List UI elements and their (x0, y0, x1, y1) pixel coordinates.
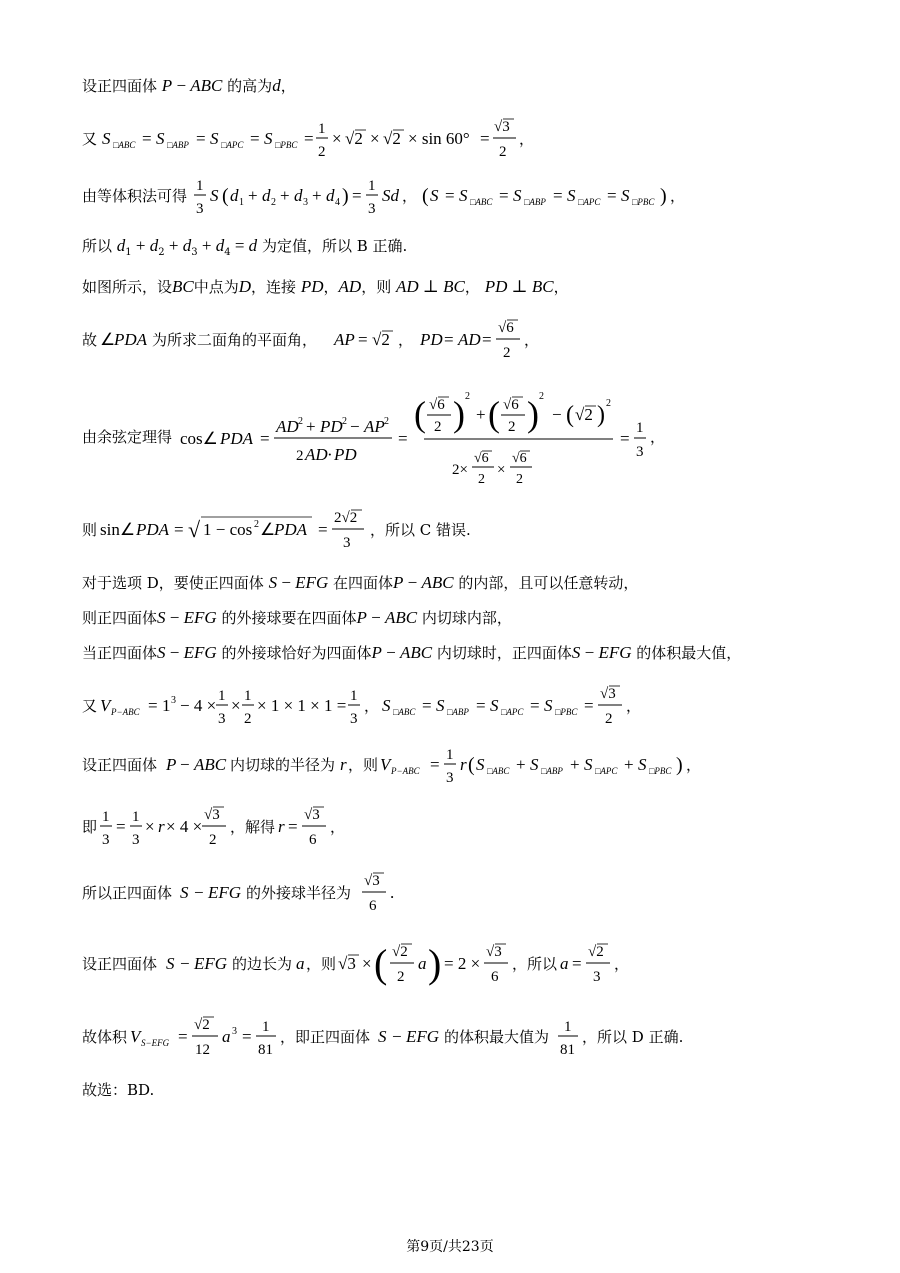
svg-text:3: 3 (446, 770, 454, 786)
svg-text:，: ， (626, 697, 642, 715)
svg-text:2: 2 (397, 969, 405, 985)
svg-text:，: ， (670, 187, 686, 205)
svg-text:2: 2 (508, 419, 516, 435)
svg-text:): ) (453, 394, 465, 434)
svg-text:S: S (490, 696, 499, 715)
svg-text:2: 2 (271, 197, 276, 208)
svg-text:3: 3 (232, 1026, 237, 1037)
svg-text:r: r (278, 817, 285, 836)
svg-text:□ABC: □ABC (393, 707, 416, 717)
svg-text:AP: AP (334, 330, 355, 349)
svg-text:6: 6 (491, 969, 499, 985)
svg-text:□ABP: □ABP (447, 707, 469, 717)
svg-text:√2: √2 (588, 944, 604, 960)
svg-text:+: + (516, 755, 526, 774)
svg-text:cos∠: cos∠ (180, 429, 218, 448)
svg-text:r: r (340, 755, 347, 774)
svg-text:=: = (620, 429, 630, 448)
svg-text:□ABC: □ABC (113, 140, 136, 150)
svg-text:S: S (210, 129, 219, 148)
svg-text:×: × (332, 129, 342, 148)
svg-text:3: 3 (593, 969, 601, 985)
svg-text:12: 12 (195, 1042, 210, 1058)
svg-text:=: = (318, 520, 328, 539)
svg-text:2: 2 (503, 345, 511, 361)
svg-text:S: S (621, 186, 630, 205)
svg-text:=: = (480, 129, 490, 148)
svg-text:，: ， (402, 187, 418, 205)
svg-text:×: × (362, 954, 372, 973)
svg-text:PD: PD (334, 445, 357, 464)
svg-text:□ABC: □ABC (470, 197, 493, 207)
svg-text:PDA: PDA (136, 520, 170, 539)
svg-text:d: d (230, 186, 239, 205)
svg-text:2: 2 (318, 144, 326, 160)
svg-text:，: ， (650, 428, 666, 446)
svg-text:□ABP: □ABP (541, 766, 563, 776)
svg-text:由余弦定理得: 由余弦定理得 (82, 428, 173, 446)
svg-text:): ) (597, 402, 605, 428)
svg-text:内切球的半径为: 内切球的半径为 (230, 756, 336, 774)
svg-text:□ABP: □ABP (167, 140, 189, 150)
svg-text:a: a (296, 954, 305, 973)
svg-text:□ABP: □ABP (524, 197, 546, 207)
svg-text:S: S (180, 883, 189, 902)
svg-text:S−EFG: S−EFG (141, 1038, 170, 1048)
svg-text:S: S (436, 696, 445, 715)
formula-sine (82, 505, 562, 555)
svg-text:√6: √6 (474, 451, 489, 466)
svg-text:S: S (102, 129, 111, 148)
page-footer: 第9页/共23页 (406, 1239, 494, 1255)
svg-text:4: 4 (335, 197, 340, 208)
svg-text:=: = (553, 186, 563, 205)
svg-text:□PBC: □PBC (649, 766, 672, 776)
svg-text:即: 即 (82, 818, 98, 836)
svg-text:=: = (304, 129, 314, 148)
svg-text:1: 1 (102, 809, 110, 825)
svg-text:设正四面体: 设正四面体 (82, 955, 158, 973)
svg-text:，则: ，则 (348, 756, 379, 774)
svg-text:∠: ∠ (100, 330, 116, 349)
svg-text:1: 1 (636, 420, 644, 436)
svg-text:√: √ (188, 517, 201, 542)
svg-text:为所求二面角的平面角，: 为所求二面角的平面角， (152, 331, 318, 349)
svg-text:): ) (676, 754, 683, 776)
svg-text:6: 6 (369, 898, 377, 914)
svg-text:2: 2 (384, 416, 389, 427)
svg-text:AD: AD (276, 417, 299, 436)
svg-text:1 − cos: 1 − cos (203, 520, 253, 539)
svg-text:√3: √3 (338, 954, 356, 973)
svg-text:(: ( (414, 394, 426, 434)
svg-text:× sin 60°: × sin 60° (408, 129, 470, 148)
svg-text:d: d (294, 186, 303, 205)
svg-text:S: S (513, 186, 522, 205)
svg-text:2: 2 (478, 472, 485, 487)
svg-text:S: S (544, 696, 553, 715)
svg-text:V: V (380, 755, 391, 774)
svg-text:√3: √3 (486, 944, 502, 960)
formula-solve-r (82, 802, 402, 852)
svg-text:□APC: □APC (578, 197, 601, 207)
svg-text:3: 3 (196, 201, 204, 217)
svg-text:=: = (178, 1027, 188, 1046)
svg-text:2: 2 (209, 832, 217, 848)
svg-text:□ABC: □ABC (487, 766, 510, 776)
svg-text:2√2: 2√2 (334, 510, 358, 526)
svg-text:设正四面体: 设正四面体 (82, 756, 158, 774)
svg-text:=: = (584, 696, 594, 715)
svg-text:=: = (116, 817, 126, 836)
formula-vpabc (82, 681, 642, 731)
svg-text:×: × (497, 462, 506, 478)
svg-text:1: 1 (564, 1019, 572, 1035)
svg-text:r: r (460, 755, 467, 774)
solution-line-height: 设正四面体 P − ABC 的高为d， (82, 76, 296, 95)
svg-text:AP: AP (364, 417, 385, 436)
svg-text:所以正四面体: 所以正四面体 (82, 884, 173, 902)
svg-text:1: 1 (244, 688, 252, 704)
formula-area (82, 114, 602, 164)
svg-text:，: ， (524, 331, 540, 349)
svg-text:，即正四面体: ，即正四面体 (280, 1028, 371, 1046)
svg-text:×: × (231, 696, 241, 715)
svg-text:2×: 2× (452, 462, 468, 478)
svg-text:=: = (530, 696, 540, 715)
svg-text:V: V (130, 1027, 141, 1046)
svg-text:√6: √6 (429, 397, 445, 413)
svg-text:S: S (378, 1027, 387, 1046)
svg-text:·: · (327, 445, 333, 464)
svg-text:+: + (570, 755, 580, 774)
svg-text:ABC: ABC (194, 755, 227, 774)
svg-text:=: = (174, 520, 184, 539)
svg-text:PDA: PDA (114, 330, 148, 349)
svg-text:2: 2 (254, 519, 259, 530)
svg-text:√3: √3 (204, 807, 220, 823)
svg-text:√3: √3 (494, 119, 510, 135)
svg-text:r: r (158, 817, 165, 836)
svg-text:，则: ，则 (306, 955, 337, 973)
formula-dihedral (82, 315, 602, 365)
svg-text:−: − (350, 417, 360, 436)
formula-circumradius (82, 868, 422, 918)
svg-text:□APC: □APC (595, 766, 618, 776)
svg-text:2: 2 (539, 391, 544, 402)
svg-text:3: 3 (343, 535, 351, 551)
svg-text:，所以: ，所以 (512, 955, 558, 973)
svg-text:□PBC: □PBC (275, 140, 298, 150)
svg-text:EFG: EFG (194, 954, 228, 973)
svg-text:由等体积法可得: 由等体积法可得 (82, 187, 188, 205)
svg-text:+: + (306, 417, 316, 436)
svg-text:2: 2 (244, 711, 252, 727)
svg-text:2: 2 (606, 398, 611, 409)
svg-text:S: S (166, 954, 175, 973)
svg-text:3: 3 (218, 711, 226, 727)
svg-text:3: 3 (636, 444, 644, 460)
formula-volume (82, 171, 722, 221)
svg-text:，: ， (614, 955, 630, 973)
svg-text:=: = (476, 696, 486, 715)
formula-final-volume (82, 1012, 702, 1062)
svg-text:1: 1 (239, 197, 244, 208)
svg-text:+: + (280, 186, 290, 205)
svg-text:2: 2 (298, 416, 303, 427)
solution-line-midpoint: 如图所示，设BC中点为D，连接 PD，AD，则 AD ⊥ BC， PD ⊥ BC， (82, 277, 569, 296)
formula-edge (82, 933, 662, 993)
svg-text:√3: √3 (304, 807, 320, 823)
svg-text:6: 6 (309, 832, 317, 848)
svg-text:(: ( (468, 754, 475, 776)
svg-text:3: 3 (368, 201, 376, 217)
svg-text:PDA: PDA (220, 429, 254, 448)
svg-text:∠: ∠ (260, 520, 276, 539)
svg-text:1: 1 (162, 696, 171, 715)
svg-text:P−ABC: P−ABC (111, 707, 140, 717)
svg-text:3: 3 (350, 711, 358, 727)
svg-text:PD: PD (320, 417, 343, 436)
svg-text:(: ( (374, 941, 388, 986)
svg-text:): ) (428, 941, 442, 986)
svg-text:S: S (638, 755, 647, 774)
svg-text:EFG: EFG (406, 1027, 440, 1046)
svg-text:=: = (352, 186, 362, 205)
svg-text:AD: AD (305, 445, 328, 464)
svg-text:a: a (560, 954, 569, 973)
svg-text:2: 2 (342, 416, 347, 427)
svg-text:，: ， (519, 130, 535, 148)
svg-text:=: = (196, 129, 206, 148)
svg-text:=: = (148, 696, 158, 715)
svg-text:+: + (312, 186, 322, 205)
svg-text:=: = (607, 186, 617, 205)
line-text: 故选：BD. (82, 1081, 155, 1099)
svg-text:81: 81 (258, 1042, 273, 1058)
svg-text:故体积: 故体积 (82, 1028, 128, 1046)
svg-text:√2: √2 (575, 405, 593, 424)
svg-text:，: ， (686, 756, 702, 774)
svg-text:S: S (584, 755, 593, 774)
svg-text:AD: AD (458, 330, 481, 349)
svg-text:): ) (660, 185, 667, 207)
svg-text:的边长为: 的边长为 (232, 955, 293, 973)
svg-text:，: ， (330, 818, 346, 836)
svg-text:+: + (624, 755, 634, 774)
svg-text:(: ( (422, 185, 429, 207)
svg-text:1: 1 (262, 1019, 270, 1035)
svg-text:× 4 ×: × 4 × (166, 817, 203, 836)
svg-text:d: d (326, 186, 335, 205)
svg-text:故: 故 (82, 331, 98, 349)
svg-text:□APC: □APC (221, 140, 244, 150)
svg-text:S: S (156, 129, 165, 148)
svg-text:3: 3 (171, 695, 176, 706)
solution-line-circumsphere: 则正四面体S − EFG 的外接球要在四面体P − ABC 内切球内部， (82, 608, 512, 627)
svg-text:−: − (180, 954, 190, 973)
svg-text:+: + (476, 405, 486, 424)
svg-text:−: − (552, 405, 562, 424)
svg-text:的外接球半径为: 的外接球半径为 (246, 884, 352, 902)
svg-text:√2: √2 (383, 129, 401, 148)
svg-text:=: = (288, 817, 298, 836)
svg-text:√6: √6 (498, 320, 514, 336)
svg-text:√3: √3 (600, 686, 616, 702)
svg-text:S: S (567, 186, 576, 205)
svg-text:× 1 × 1 × 1 =: × 1 × 1 × 1 = (257, 696, 347, 715)
formula-cosine (82, 382, 702, 492)
svg-text:P: P (166, 755, 177, 774)
svg-text:V: V (100, 696, 111, 715)
svg-text:√6: √6 (503, 397, 519, 413)
svg-text:2: 2 (296, 448, 304, 464)
svg-text:=: = (572, 954, 582, 973)
svg-text:=: = (499, 186, 509, 205)
svg-text:1: 1 (446, 747, 454, 763)
svg-text:√2: √2 (372, 330, 390, 349)
svg-text:，解得: ，解得 (230, 818, 276, 836)
svg-text:=: = (260, 429, 270, 448)
svg-text:PDA: PDA (274, 520, 308, 539)
svg-text:(: ( (566, 402, 574, 428)
svg-text:−: − (180, 755, 190, 774)
svg-text:d: d (262, 186, 271, 205)
svg-text:1: 1 (196, 178, 204, 194)
svg-text:(: ( (222, 185, 229, 207)
svg-text:+: + (248, 186, 258, 205)
svg-text:S: S (264, 129, 273, 148)
svg-text:□PBC: □PBC (632, 197, 655, 207)
formula-radius (82, 740, 722, 790)
svg-text:√3: √3 (364, 873, 380, 889)
svg-text:√2: √2 (392, 944, 408, 960)
svg-text:Sd: Sd (382, 186, 399, 205)
svg-text:=: = (482, 330, 492, 349)
svg-text:S: S (382, 696, 391, 715)
svg-text:，: ， (364, 697, 380, 715)
svg-text:则: 则 (82, 521, 98, 539)
svg-text:=: = (142, 129, 152, 148)
solution-line-constant: 所以 $d_1 + d_2 + d_3 + d_4 = d$ 为定值，所以 B 正确. (82, 236, 408, 258)
svg-text:−: − (194, 883, 204, 902)
svg-text:S: S (476, 755, 485, 774)
svg-text:√2: √2 (194, 1017, 210, 1033)
svg-text:P−ABC: P−ABC (391, 766, 420, 776)
svg-text:，所以 D 正确.: ，所以 D 正确. (582, 1028, 684, 1046)
svg-text:1: 1 (218, 688, 226, 704)
svg-text:=: = (445, 186, 455, 205)
solution-line-answer (82, 1080, 154, 1100)
svg-text:又: 又 (82, 130, 98, 148)
svg-text:PD: PD (420, 330, 443, 349)
svg-text:3: 3 (102, 832, 110, 848)
svg-text:×: × (145, 817, 155, 836)
svg-text:=: = (398, 429, 408, 448)
svg-text:√2: √2 (345, 129, 363, 148)
svg-text:(: ( (488, 394, 500, 434)
svg-text:sin∠: sin∠ (100, 520, 136, 539)
svg-text:1: 1 (368, 178, 376, 194)
svg-text:2: 2 (499, 144, 507, 160)
svg-text:=: = (422, 696, 432, 715)
svg-text:a: a (222, 1027, 231, 1046)
svg-text:=: = (430, 755, 440, 774)
svg-text:=: = (250, 129, 260, 148)
svg-text:81: 81 (560, 1042, 575, 1058)
svg-text:1: 1 (318, 121, 326, 137)
svg-text:): ) (527, 394, 539, 434)
solution-line-option-d: 对于选项 D，要使正四面体 S − EFG 在四面体P − ABC 的内部，且可以任意转动， (82, 573, 639, 592)
svg-text:2: 2 (605, 711, 613, 727)
svg-text:): ) (342, 185, 349, 207)
svg-text:□PBC: □PBC (555, 707, 578, 717)
svg-text:2: 2 (516, 472, 523, 487)
svg-text:− 4 ×: − 4 × (180, 696, 217, 715)
svg-text:√6: √6 (512, 451, 527, 466)
svg-text:×: × (370, 129, 380, 148)
svg-text:3: 3 (303, 197, 308, 208)
svg-text:=: = (444, 330, 454, 349)
svg-text:，: ， (398, 331, 414, 349)
svg-text:= 2 ×: = 2 × (444, 954, 481, 973)
svg-text:S: S (459, 186, 468, 205)
svg-text:S: S (530, 755, 539, 774)
svg-text:2: 2 (465, 391, 470, 402)
solution-line-max-volume: 当正四面体S − EFG 的外接球恰好为四面体P − ABC 内切球时，正四面体S − EFG 的体积最大值， (82, 643, 742, 662)
svg-text:EFG: EFG (208, 883, 242, 902)
svg-text:S: S (210, 186, 219, 205)
svg-text:又: 又 (82, 697, 98, 715)
svg-text:=: = (358, 330, 368, 349)
svg-text:S: S (430, 186, 439, 205)
svg-text:1: 1 (350, 688, 358, 704)
svg-text:2: 2 (434, 419, 442, 435)
svg-text:=: = (242, 1027, 252, 1046)
svg-text:.: . (390, 883, 395, 902)
svg-text:□APC: □APC (501, 707, 524, 717)
svg-text:1: 1 (132, 809, 140, 825)
svg-text:a: a (418, 954, 427, 973)
svg-text:3: 3 (132, 832, 140, 848)
svg-text:的体积最大值为: 的体积最大值为 (444, 1028, 550, 1046)
svg-text:，所以 C 错误.: ，所以 C 错误. (370, 521, 471, 539)
svg-text:−: − (392, 1027, 402, 1046)
